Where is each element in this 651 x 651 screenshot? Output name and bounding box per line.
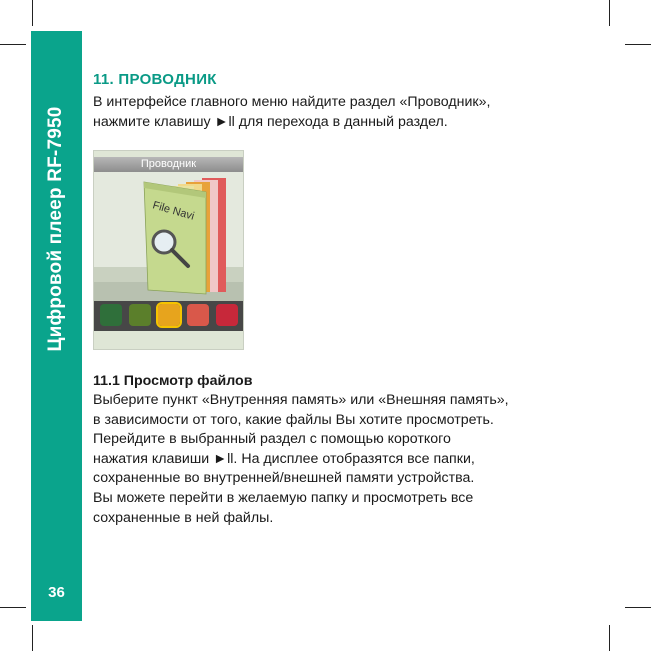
paragraph-line: Перейдите в выбранный раздел с помощью короткого	[93, 431, 451, 448]
screen-header: Проводник	[94, 157, 243, 172]
sidebar	[31, 31, 82, 621]
page-number: 36	[48, 584, 65, 601]
radio-icon	[129, 304, 151, 326]
microphone-icon	[100, 304, 122, 326]
crop-mark	[609, 625, 610, 651]
paragraph-line: сохраненные в ней файлы.	[93, 509, 274, 526]
paragraph-line: Выберите пункт «Внутренняя память» или «Внешняя память»,	[93, 392, 509, 408]
crop-mark	[609, 0, 610, 26]
paragraph-line: сохраненные во внутренней/внешней памяти устройства.	[93, 470, 475, 487]
section-paragraph	[93, 93, 490, 132]
folder-label: File Navi	[151, 199, 196, 223]
crop-mark	[32, 625, 33, 651]
music-icon	[216, 304, 238, 326]
settings-icon	[187, 304, 209, 326]
sidebar-title: Цифровой плеер RF-7950	[45, 106, 66, 352]
paragraph-line: нажмите клавишу ►ll для перехода в данный раздел.	[93, 113, 448, 130]
crop-mark	[625, 44, 651, 45]
crop-mark	[625, 607, 651, 608]
screen-dock	[94, 301, 243, 331]
crop-mark	[32, 0, 33, 26]
section-heading: 11. ПРОВОДНИК	[93, 71, 217, 88]
paragraph-line: в зависимости от того, какие файлы Вы хотите просмотреть.	[93, 411, 494, 428]
crop-mark	[0, 44, 26, 45]
paragraph-line: нажатия клавиши ►ll. На дисплее отобразятся все папки,	[93, 450, 475, 467]
subsection-paragraph	[93, 391, 509, 528]
paragraph-line: Вы можете перейти в желаемую папку и просмотреть все	[93, 489, 474, 506]
crop-mark	[0, 607, 26, 608]
subsection-heading: 11.1 Просмотр файлов	[93, 373, 253, 389]
device-screenshot	[93, 150, 244, 350]
file-navi-illustration	[94, 172, 243, 301]
paragraph-line: В интерфейсе главного меню найдите раздел «Проводник»,	[93, 94, 491, 110]
folder-icon	[158, 304, 180, 326]
